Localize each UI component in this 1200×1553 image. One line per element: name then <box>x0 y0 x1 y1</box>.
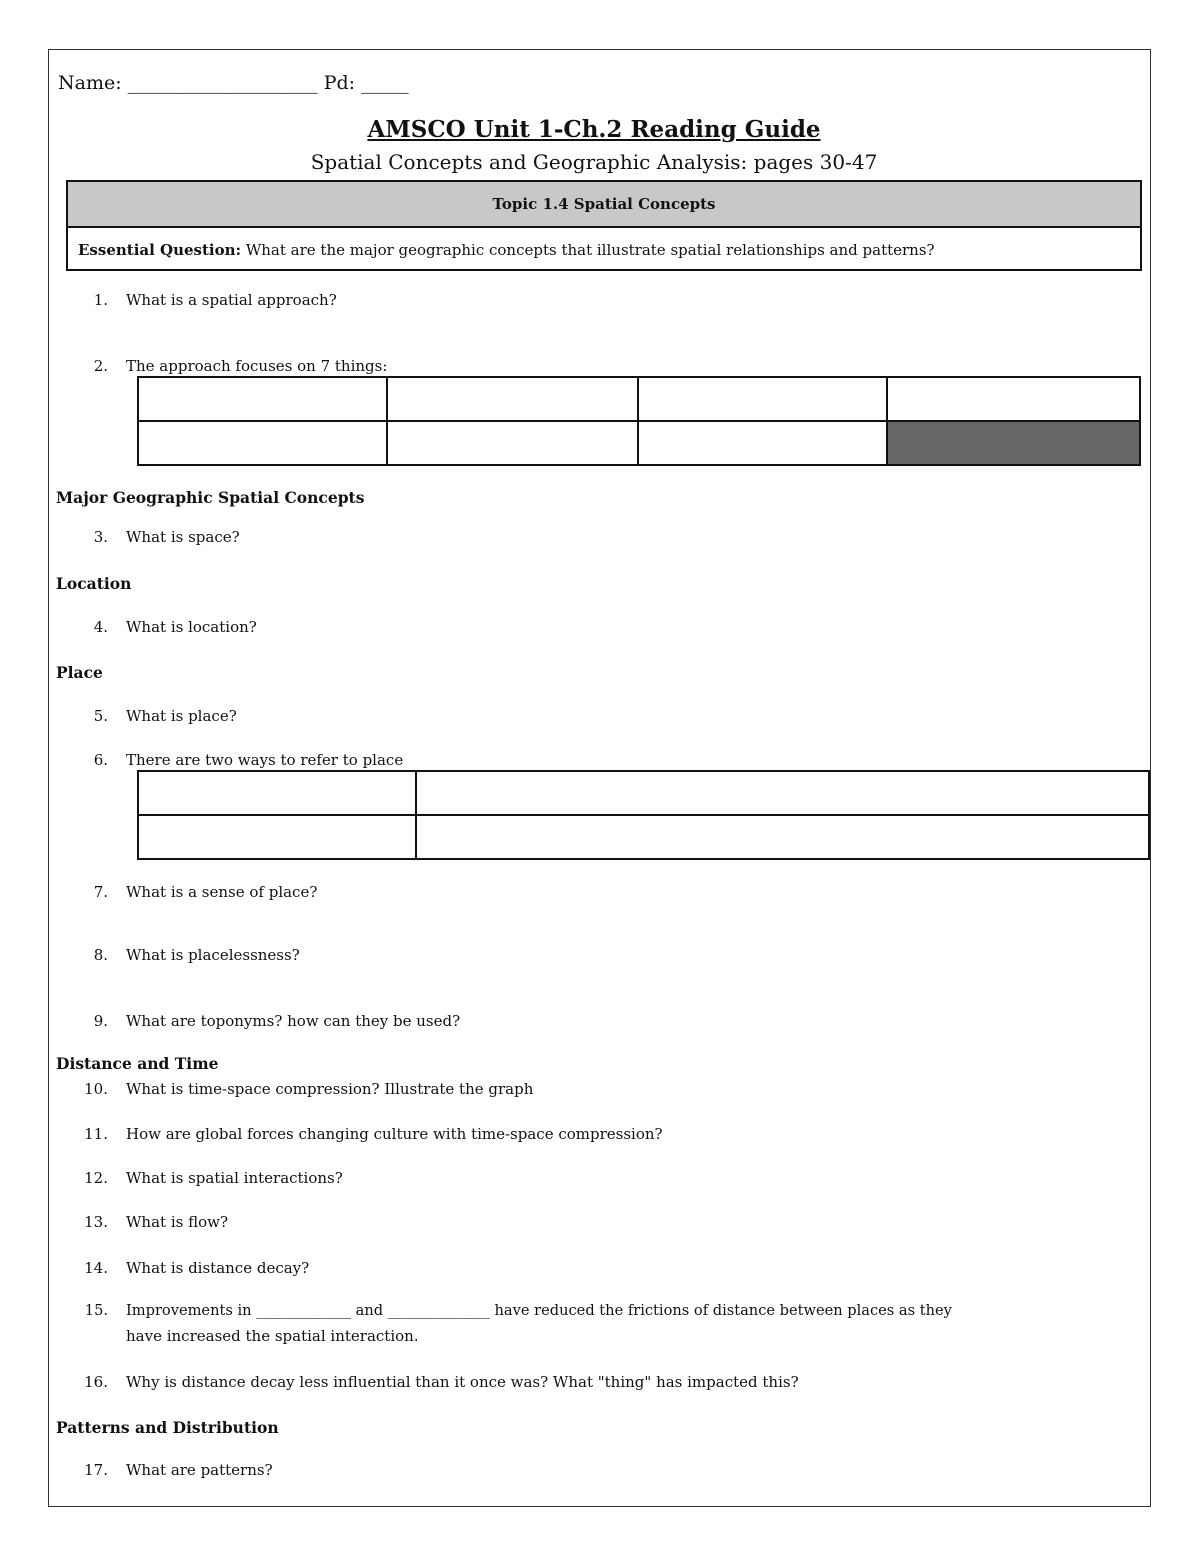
question-11: 11. How are global forces changing culture with time-space compression? <box>84 1125 663 1143</box>
answer-cell[interactable] <box>138 771 416 815</box>
answer-cell[interactable] <box>138 377 387 421</box>
question-12: 12. What is spatial interactions? <box>84 1169 343 1187</box>
page-title: AMSCO Unit 1-Ch.2 Reading Guide <box>367 116 821 143</box>
question-1: 1. What is a spatial approach? <box>93 291 337 309</box>
shaded-cell <box>887 421 1140 465</box>
question-16: 16. Why is distance decay less influential than it once was? What "thing" has impacted this? <box>84 1373 799 1391</box>
question-6: 6. There are two ways to refer to place <box>93 751 404 769</box>
answer-cell[interactable] <box>387 421 638 465</box>
question-17: 17. What are patterns? <box>84 1461 273 1479</box>
name-period-line: Name: ____________________ Pd: _____ <box>58 72 409 94</box>
answer-cell[interactable] <box>138 815 416 859</box>
answer-cell[interactable] <box>416 815 1149 859</box>
question-5: 5. What is place? <box>93 707 237 725</box>
answer-cell[interactable] <box>638 421 887 465</box>
question-10: 10. What is time-space compression? Illustrate the graph <box>84 1080 534 1098</box>
question-9: 9. What are toponyms? how can they be used? <box>93 1012 461 1030</box>
topic-heading: Topic 1.4 Spatial Concepts <box>68 182 1140 228</box>
section-distance-time: Distance and Time <box>56 1054 219 1073</box>
answer-cell[interactable] <box>638 377 887 421</box>
page-subtitle: Spatial Concepts and Geographic Analysis: pages 30-47 <box>310 150 878 174</box>
answer-cell[interactable] <box>138 421 387 465</box>
question-2: 2. The approach focuses on 7 things: <box>93 357 388 375</box>
question-13: 13. What is flow? <box>84 1213 228 1231</box>
question-4: 4. What is location? <box>93 618 257 636</box>
question-7: 7. What is a sense of place? <box>93 883 318 901</box>
seven-things-table <box>137 376 1141 466</box>
section-patterns-distribution: Patterns and Distribution <box>56 1418 279 1437</box>
place-reference-table <box>137 770 1150 860</box>
question-14: 14. What is distance decay? <box>84 1259 310 1277</box>
essential-question <box>68 228 1140 272</box>
section-major-concepts: Major Geographic Spatial Concepts <box>56 488 365 507</box>
section-location: Location <box>56 574 132 593</box>
answer-cell[interactable] <box>416 771 1149 815</box>
section-place: Place <box>56 663 103 682</box>
essential-question-text: What are the major geographic concepts that illustrate spatial relationships and patterns? <box>241 241 935 259</box>
answer-cell[interactable] <box>387 377 638 421</box>
question-8: 8. What is placelessness? <box>93 946 300 964</box>
question-15: 15. Improvements in _____________ and ______________ have reduced the frictions of distance between places as they <box>84 1302 952 1319</box>
question-3: 3. What is space? <box>93 528 240 546</box>
answer-cell[interactable] <box>887 377 1140 421</box>
essential-question-label: Essential Question: <box>78 241 242 259</box>
question-15-continued: have increased the spatial interaction. <box>126 1327 419 1345</box>
topic-box <box>66 180 1142 271</box>
